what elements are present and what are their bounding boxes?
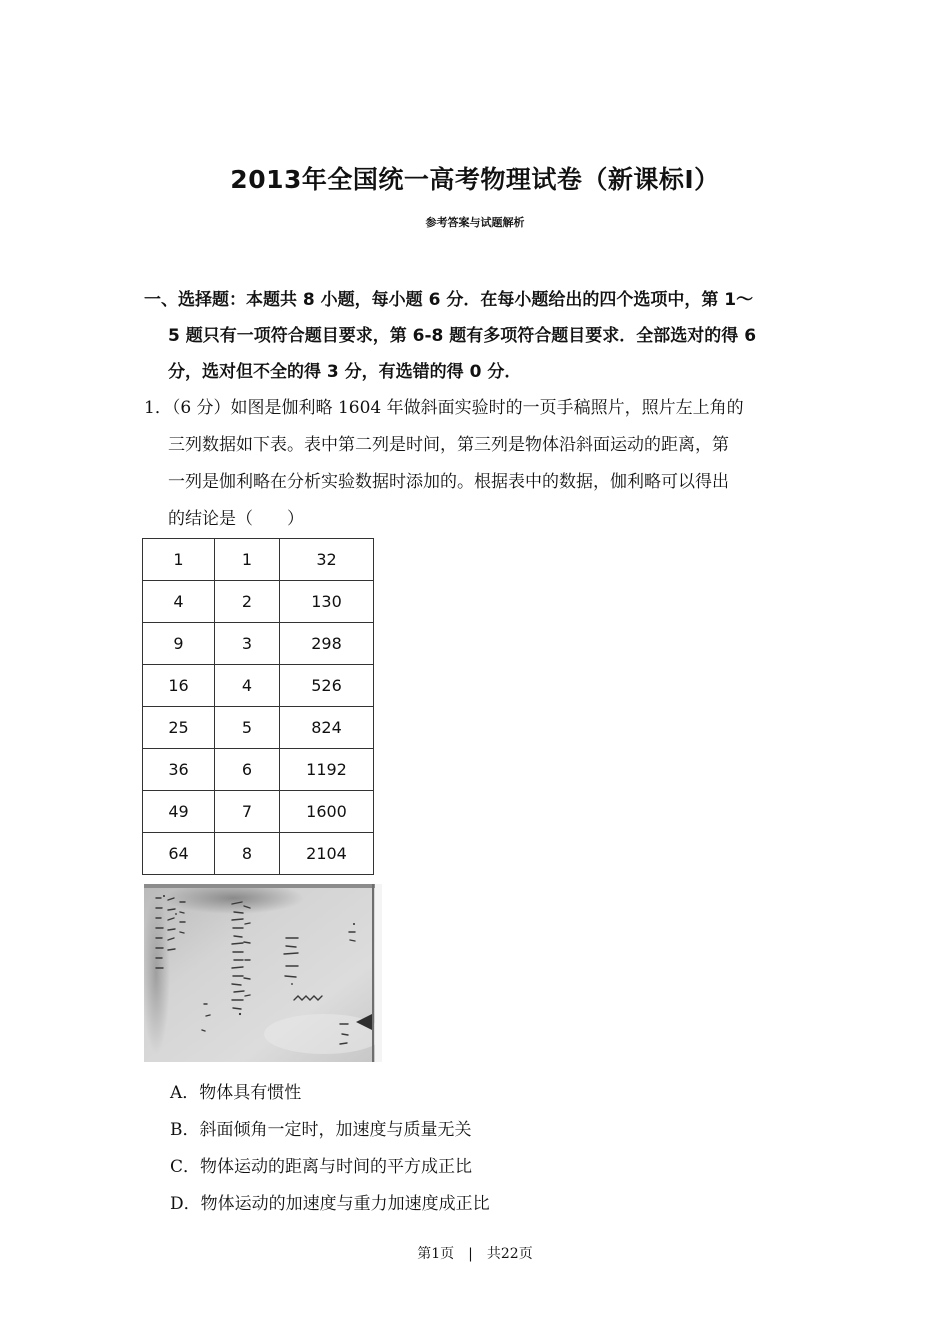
- section-line-2: 5 题只有一项符合题目要求，第 6-8 题有多项符合题目要求．全部选对的得 6: [168, 326, 757, 346]
- document-title: 2013年全国统一高考物理试卷（新课标Ⅰ）: [230, 165, 720, 194]
- document-subtitle: 参考答案与试题解析: [425, 216, 525, 229]
- table-cell: 1192: [280, 749, 374, 791]
- table-cell: 526: [280, 665, 374, 707]
- table-cell: 32: [280, 539, 374, 581]
- table-cell: 5: [215, 707, 280, 749]
- table-cell: 298: [280, 623, 374, 665]
- table-cell: 1: [215, 539, 280, 581]
- question-line-2: 三列数据如下表。表中第二列是时间，第三列是物体沿斜面运动的距离，第: [168, 435, 729, 455]
- section-line-1: 一、选择题：本题共 8 小题，每小题 6 分．在每小题给出的四个选项中，第 1～: [144, 290, 754, 310]
- table-row: [143, 539, 374, 581]
- page-footer: 第1页 | 共22页: [417, 1246, 533, 1262]
- section-line-3: 分，选对但不全的得 3 分，有选错的得 0 分．: [168, 362, 522, 382]
- table-row: [143, 623, 374, 665]
- question-1-stem: [144, 390, 814, 538]
- table-cell: 7: [215, 791, 280, 833]
- table-row: [143, 749, 374, 791]
- table-cell: 1: [143, 539, 215, 581]
- table-cell: 8: [215, 833, 280, 875]
- question-line-4: 的结论是（ ）: [168, 509, 304, 529]
- table-cell: 2104: [280, 833, 374, 875]
- table-cell: 16: [143, 665, 215, 707]
- table-cell: 9: [143, 623, 215, 665]
- option-c[interactable]: C．物体运动的距离与时间的平方成正比: [170, 1157, 473, 1177]
- table-row: [143, 665, 374, 707]
- question-line-3: 一列是伽利略在分析实验数据时添加的。根据表中的数据，伽利略可以得出: [168, 472, 729, 492]
- table-row: [143, 833, 374, 875]
- manuscript-photo: [144, 884, 382, 1062]
- option-a[interactable]: A．物体具有惯性: [170, 1083, 302, 1103]
- table-cell: 1600: [280, 791, 374, 833]
- table-cell: 130: [280, 581, 374, 623]
- table-cell: 2: [215, 581, 280, 623]
- table-cell: 25: [143, 707, 215, 749]
- table-cell: 64: [143, 833, 215, 875]
- section-instructions: [144, 282, 814, 390]
- option-d[interactable]: D．物体运动的加速度与重力加速度成正比: [170, 1194, 490, 1214]
- option-b[interactable]: B．斜面倾角一定时，加速度与质量无关: [170, 1120, 472, 1140]
- table-cell: 6: [215, 749, 280, 791]
- table-cell: 3: [215, 623, 280, 665]
- table-row: [143, 581, 374, 623]
- table-cell: 4: [215, 665, 280, 707]
- table-row: [143, 707, 374, 749]
- table-row: [143, 791, 374, 833]
- table-cell: 36: [143, 749, 215, 791]
- question-line-1: 1．（6 分）如图是伽利略 1604 年做斜面实验时的一页手稿照片，照片左上角的: [144, 398, 744, 418]
- table-cell: 824: [280, 707, 374, 749]
- table-cell: 49: [143, 791, 215, 833]
- data-table: [142, 538, 374, 875]
- table-cell: 4: [143, 581, 215, 623]
- answer-options: [170, 1075, 490, 1223]
